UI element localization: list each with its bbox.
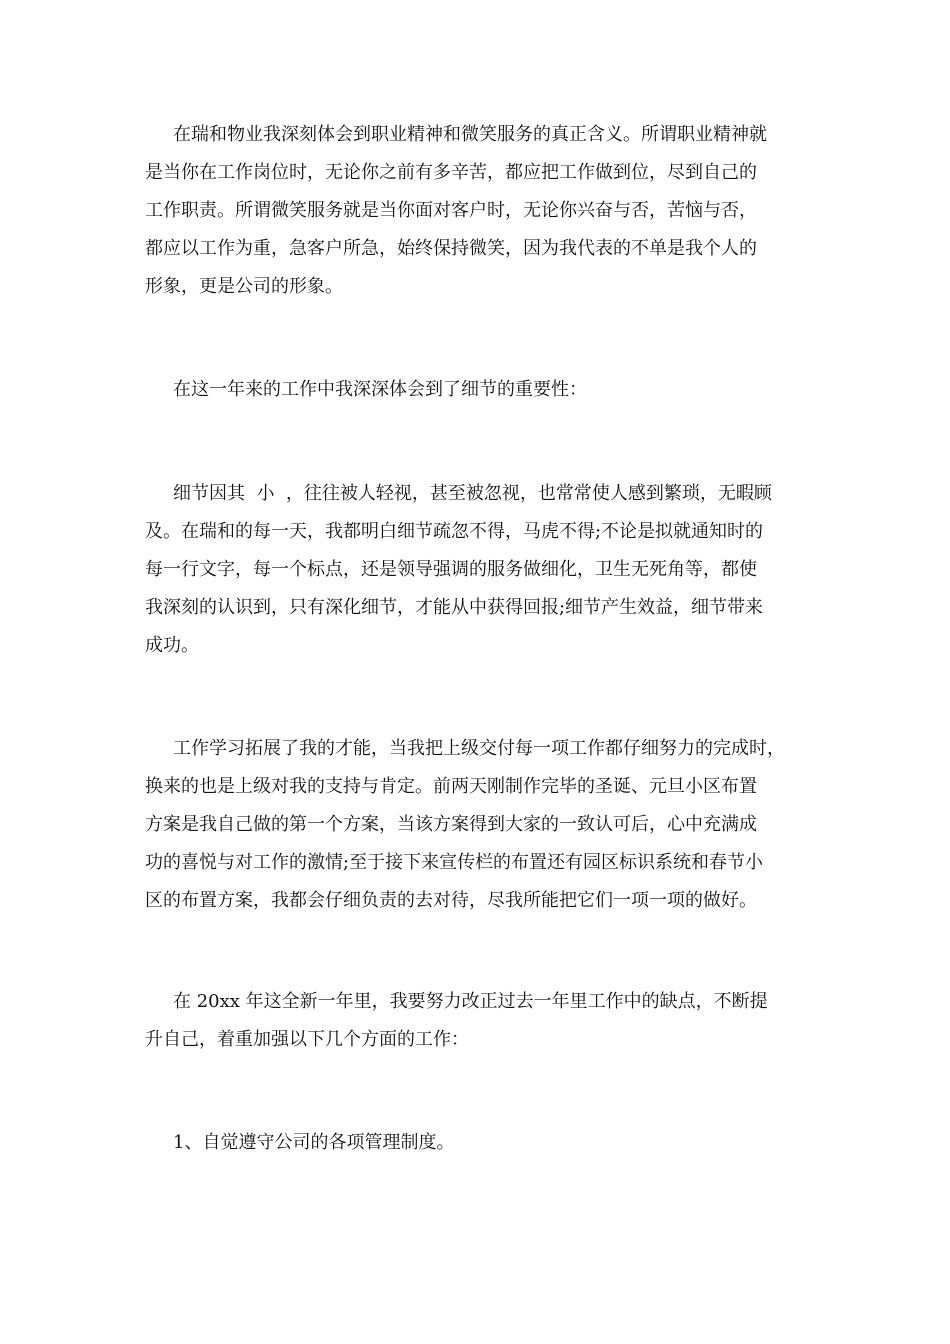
paragraph-line: 成功。 [145, 635, 199, 656]
paragraph-line: 在 20xx 年这全新一年里，我要努力改正过去一年里工作中的缺点，不断提 [173, 991, 768, 1012]
paragraph-line: 细节因其 小 ，往往被人轻视，甚至被忽视，也常常使人感到繁琐，无暇顾 [173, 483, 772, 504]
paragraph-line: 是当你在工作岗位时，无论你之前有多辛苦，都应把工作做到位，尽到自己的 [145, 162, 757, 183]
paragraph-line: 及。在瑞和的每一天，我都明白细节疏忽不得，马虎不得;不论是拟就通知时的 [145, 521, 764, 542]
paragraph-line: 工作学习拓展了我的才能，当我把上级交付每一项工作都仔细努力的完成时， [173, 738, 785, 759]
paragraph-line: 功的喜悦与对工作的激情;至于接下来宣传栏的布置还有园区标识系统和春节小 [145, 852, 764, 873]
paragraph-line: 每一行文字，每一个标点，还是领导强调的服务做细化，卫生无死角等，都使 [145, 559, 757, 580]
paragraph-line: 方案是我自己做的第一个方案，当该方案得到大家的一致认可后，心中充满成 [145, 814, 757, 835]
paragraph-line: 形象，更是公司的形象。 [145, 276, 343, 297]
paragraph-line: 我深刻的认识到，只有深化细节，才能从中获得回报;细节产生效益，细节带来 [145, 597, 764, 618]
paragraph-line: 在瑞和物业我深刻体会到职业精神和微笑服务的真正含义。所谓职业精神就 [173, 124, 767, 145]
paragraph-line: 在这一年来的工作中我深深体会到了细节的重要性： [173, 379, 587, 400]
paragraph-line: 区的布置方案，我都会仔细负责的去对待，尽我所能把它们一项一项的做好。 [145, 890, 757, 911]
paragraph-line: 换来的也是上级对我的支持与肯定。前两天刚制作完毕的圣诞、元旦小区布置 [145, 776, 757, 797]
paragraph-line: 升自己，着重加强以下几个方面的工作： [145, 1029, 469, 1050]
list-item: 1、自觉遵守公司的各项管理制度。 [173, 1132, 455, 1153]
paragraph-line: 工作职责。所谓微笑服务就是当你面对客户时，无论你兴奋与否，苦恼与否， [145, 200, 757, 221]
paragraph-line: 都应以工作为重，急客户所急，始终保持微笑，因为我代表的不单是我个人的 [145, 238, 757, 259]
